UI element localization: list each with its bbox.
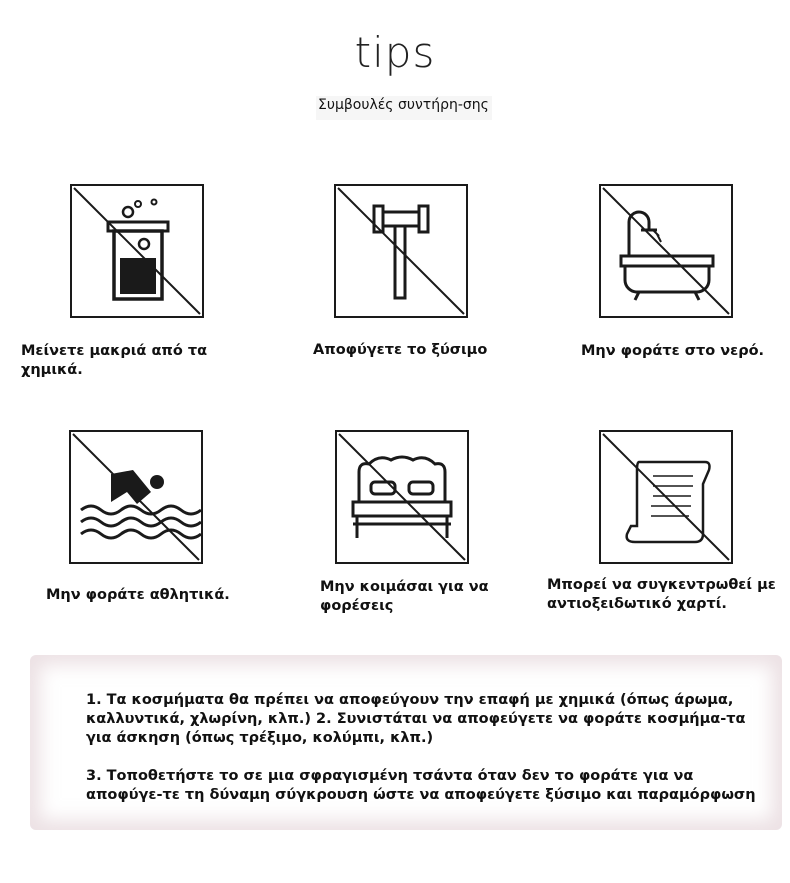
swimmer-icon bbox=[71, 432, 201, 562]
bathtub-icon bbox=[601, 186, 731, 316]
tip-label-paper: Μπορεί να συγκεντρωθεί με αντιοξειδωτικό χαρτί. bbox=[547, 577, 776, 612]
care-notes-panel bbox=[30, 655, 782, 830]
tip-label-water: Μην φοράτε στο νερό. bbox=[581, 343, 765, 359]
tip-card-scratch bbox=[334, 184, 468, 318]
hammer-icon bbox=[336, 186, 466, 316]
tip-card-sleep bbox=[335, 430, 469, 564]
tip-label-sleep: Μην κοιμάσαι για να φορέσεις bbox=[320, 579, 489, 614]
care-note-1: 1. Τα κοσμήματα θα πρέπει να αποφεύγουν την επαφή με χημικά (όπως άρωμα, καλλυντικά, χλωρίνη, κλπ.) 2. Συνιστάται να αποφεύγετε να φοράτε κοσμήμα-τα για άσκηση (όπως τρέξιμο, κολύμπι, κλπ.) bbox=[86, 692, 746, 746]
tip-card-paper bbox=[599, 430, 733, 564]
page-subtitle: Συμβουλές συντήρη-σης bbox=[316, 96, 492, 120]
tip-card-water bbox=[599, 184, 733, 318]
page-title: tips bbox=[354, 28, 436, 77]
tip-label-sports: Μην φοράτε αθλητικά. bbox=[46, 587, 230, 603]
tip-card-sports bbox=[69, 430, 203, 564]
care-note-2: 3. Τοποθετήστε το σε μια σφραγισμένη τσάντα όταν δεν το φοράτε για να αποφύγε-τε τη δύναμη σύγκρουση ώστε να αποφεύγετε ξύσιμο και παραμόρφωση bbox=[86, 768, 756, 803]
bed-icon bbox=[337, 432, 467, 562]
paper-scroll-icon bbox=[601, 432, 731, 562]
tip-card-chemicals bbox=[70, 184, 204, 318]
chemicals-icon bbox=[72, 186, 202, 316]
tip-label-chemicals: Μείνετε μακριά από τα χημικά. bbox=[21, 343, 208, 378]
tip-label-scratch: Αποφύγετε το ξύσιμο bbox=[313, 342, 488, 358]
